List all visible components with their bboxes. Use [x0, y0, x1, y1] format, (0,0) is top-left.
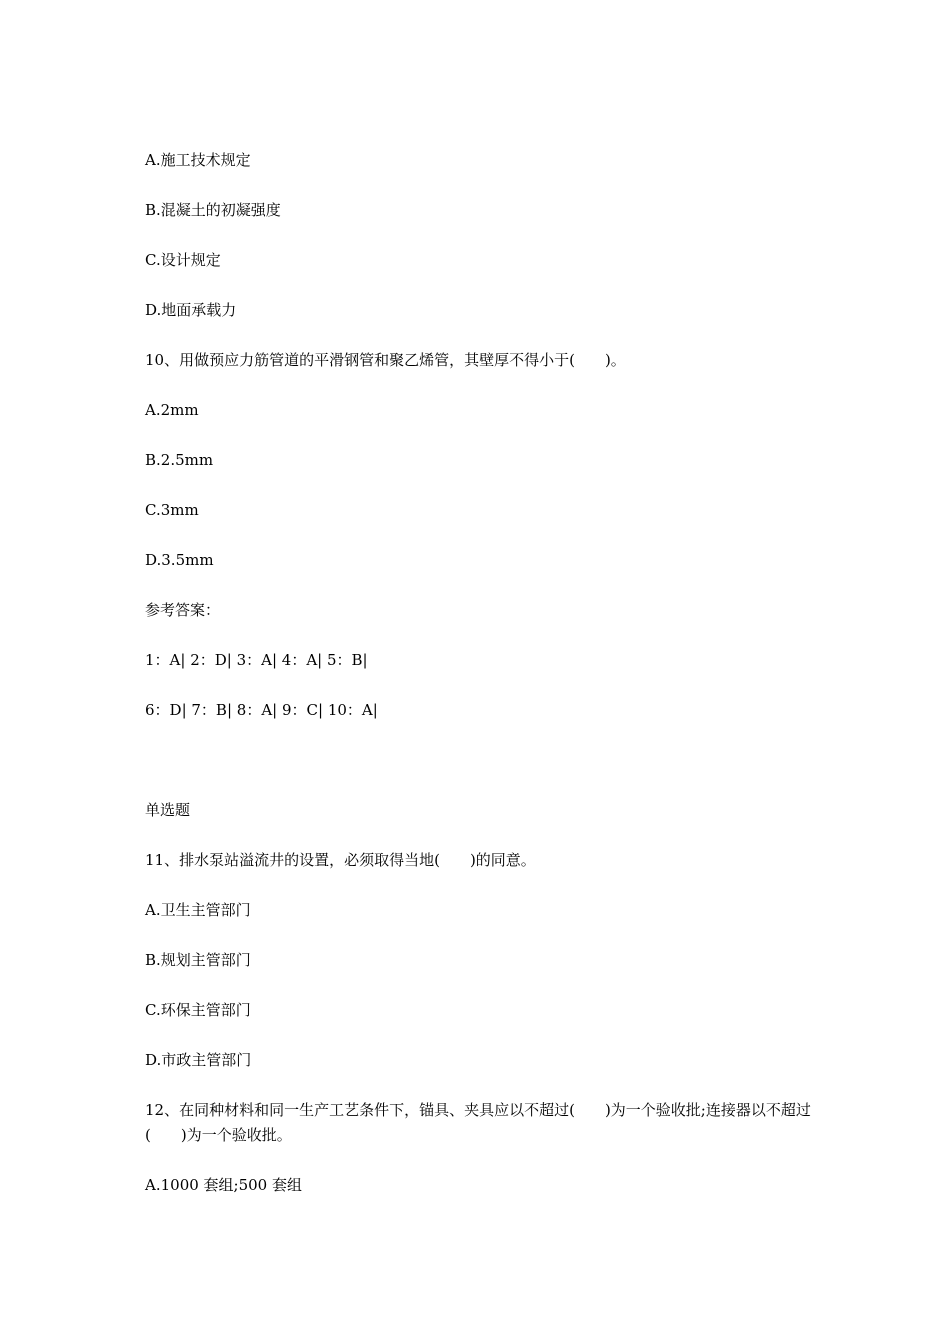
q11-option-a: A.卫生主管部门	[145, 901, 251, 919]
q11-option-b: B.规划主管部门	[145, 951, 251, 969]
section-heading: 单选题	[145, 801, 191, 819]
q11-option-d: D.市政主管部门	[145, 1051, 252, 1069]
answers-title: 参考答案：	[145, 601, 221, 619]
answers-row-2: 6：D| 7：B| 8：A| 9：C| 10：A|	[145, 701, 378, 719]
option-d-prev: D.地面承载力	[145, 301, 237, 319]
question-10: 10、用做预应力筋管道的平滑钢管和聚乙烯管，其壁厚不得小于( )。	[145, 351, 626, 369]
document-page	[145, 148, 815, 1223]
option-b-prev: B.混凝土的初凝强度	[145, 201, 281, 219]
q11-option-c: C.环保主管部门	[145, 1001, 251, 1019]
question-12: 12、在同种材料和同一生产工艺条件下，锚具、夹具应以不超过( )为一个验收批;连接器以不超过( )为一个验收批。	[145, 1101, 811, 1144]
q10-option-a: A.2mm	[145, 401, 199, 419]
option-a-prev: A.施工技术规定	[145, 151, 251, 169]
q10-option-b: B.2.5mm	[145, 451, 214, 469]
answers-row-1: 1：A| 2：D| 3：A| 4：A| 5：B|	[145, 651, 368, 669]
q10-option-d: D.3.5mm	[145, 551, 214, 569]
q10-option-c: C.3mm	[145, 501, 199, 519]
question-11: 11、排水泵站溢流井的设置，必须取得当地( )的同意。	[145, 851, 536, 869]
section-gap	[145, 748, 815, 798]
q12-option-a: A.1000 套组;500 套组	[145, 1176, 302, 1194]
option-c-prev: C.设计规定	[145, 251, 221, 269]
